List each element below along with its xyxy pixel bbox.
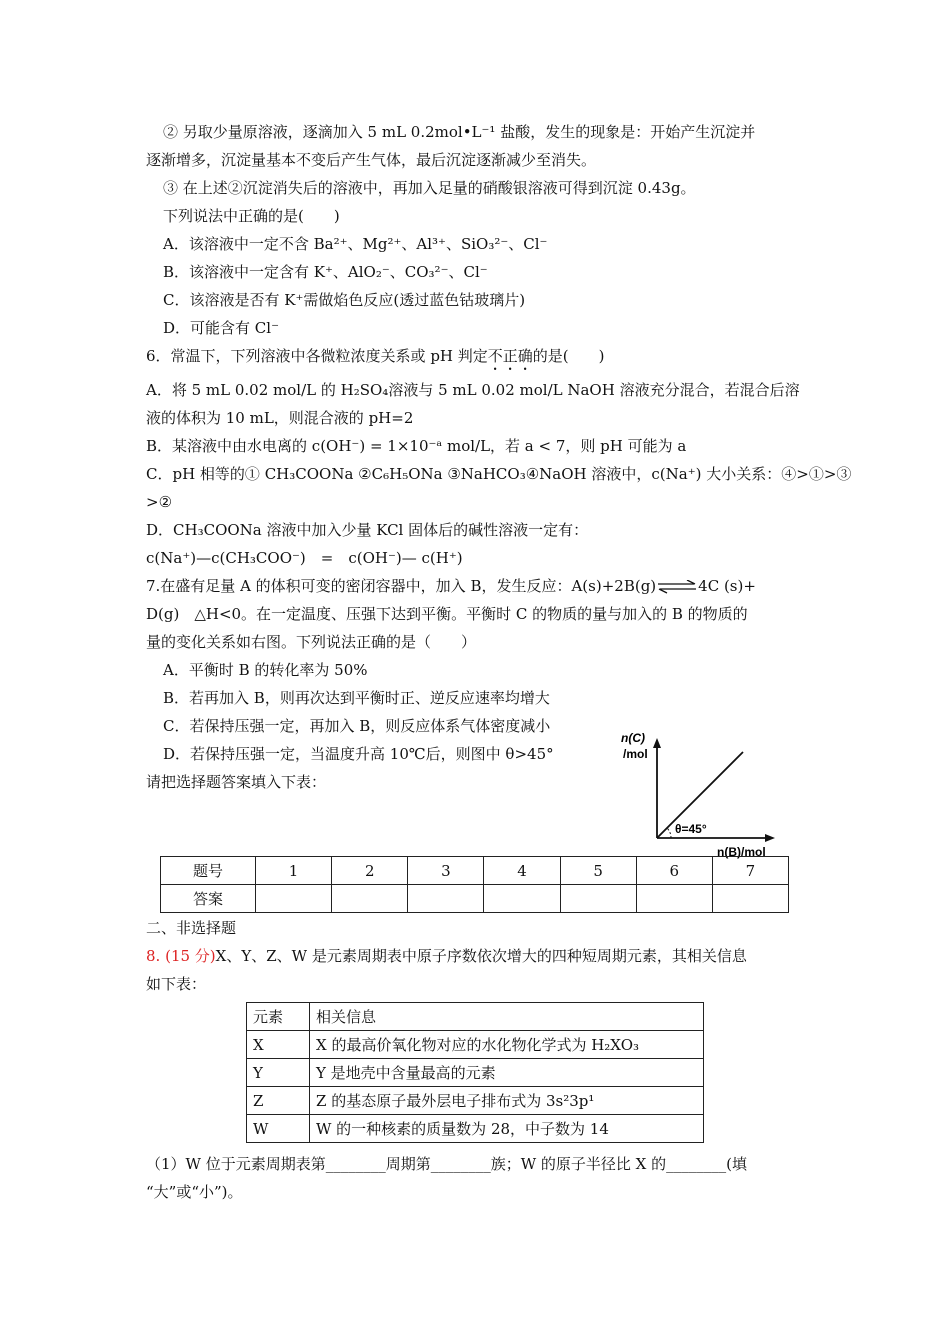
fill-instruction: 请把选择题答案填入下表： bbox=[146, 773, 327, 791]
q6-option-a: A．将 5 mL 0.02 mol/L 的 H₂SO₄溶液与 5 mL 0.02 mol/L NaOH 溶液充分混合，若混合后溶 bbox=[146, 381, 800, 399]
element-symbol: X bbox=[247, 1031, 310, 1059]
q8-stem-text: X、Y、Z、W 是元素周期表中原子序数依次增大的四种短周期元素，其相关信息 bbox=[215, 947, 747, 965]
element-info: Z 的基态原子最外层电子排布式为 3s²3p¹ bbox=[310, 1087, 704, 1115]
answer-cell-7[interactable] bbox=[712, 885, 788, 913]
equilibrium-arrow-icon bbox=[657, 580, 697, 594]
q5-option-c: C．该溶液是否有 K⁺需做焰色反应(透过蓝色钴玻璃片) bbox=[163, 291, 526, 309]
answer-number-3: 3 bbox=[408, 857, 484, 885]
q7-option-b: B．若再加入 B，则再次达到平衡时正、逆反应速率均增大 bbox=[163, 689, 550, 707]
answer-table-header-answer: 答案 bbox=[161, 885, 256, 913]
q8-stem bbox=[146, 946, 747, 966]
element-info: X 的最高价氧化物对应的水化物化学式为 H₂XO₃ bbox=[310, 1031, 704, 1059]
graph-x-arrow-icon bbox=[765, 834, 775, 842]
answer-table-header-number: 题号 bbox=[161, 857, 256, 885]
graph-y-label-top: n(C) bbox=[621, 731, 645, 745]
element-info: Y 是地壳中含量最高的元素 bbox=[310, 1059, 704, 1087]
graph-angle-label: θ=45° bbox=[675, 822, 707, 836]
q6-stem-post: 的是( ) bbox=[532, 347, 605, 365]
element-info-row-z bbox=[247, 1087, 704, 1115]
q7-stem-3: 量的变化关系如右图。下列说法正确的是（ ） bbox=[146, 633, 477, 651]
answer-number-7: 7 bbox=[712, 857, 788, 885]
answer-cell-6[interactable] bbox=[636, 885, 712, 913]
answer-number-1: 1 bbox=[256, 857, 332, 885]
answer-number-6: 6 bbox=[636, 857, 712, 885]
q7-option-c: C．若保持压强一定，再加入 B，则反应体系气体密度减小 bbox=[163, 717, 551, 735]
q5-item-3: ③ 在上述②沉淀消失后的溶液中，再加入足量的硝酸银溶液可得到沉淀 0.43g。 bbox=[163, 179, 696, 197]
answer-cell-2[interactable] bbox=[332, 885, 408, 913]
q5-option-d: D．可能含有 Cl⁻ bbox=[163, 319, 279, 337]
q6-stem-emphasis: 不正确 bbox=[487, 347, 533, 365]
element-info: W 的一种核素的质量数为 28，中子数为 14 bbox=[310, 1115, 704, 1143]
graph-y-label-bottom: /mol bbox=[623, 747, 648, 761]
q6-option-b: B．某溶液中由水电离的 c(OH⁻) = 1×10⁻ᵃ mol/L，若 a < 7，则 pH 可能为 a bbox=[146, 437, 687, 455]
answer-cell-1[interactable] bbox=[256, 885, 332, 913]
q7-graph bbox=[615, 730, 785, 860]
q7-stem bbox=[146, 576, 756, 596]
q5-stem: 下列说法中正确的是( ) bbox=[163, 207, 340, 225]
element-info-row-w bbox=[247, 1115, 704, 1143]
q5-option-a: A．该溶液中一定不含 Ba²⁺、Mg²⁺、Al³⁺、SiO₃²⁻、Cl⁻ bbox=[163, 235, 548, 253]
answer-number-5: 5 bbox=[560, 857, 636, 885]
q8-sub-question-1: （1）W 位于元素周期表第________周期第________族；W 的原子半径比 X 的________(填 bbox=[146, 1155, 747, 1173]
element-info-table bbox=[246, 1002, 704, 1143]
q7-stem-pre: 7.在盛有足量 A 的体积可变的密闭容器中，加入 B，发生反应：A(s)+2B(g) bbox=[146, 577, 657, 595]
q7-stem-2: D(g) △H<0。在一定温度、压强下达到平衡。平衡时 C 的物质的量与加入的 B 的物质的 bbox=[146, 605, 748, 623]
element-info-row-x bbox=[247, 1031, 704, 1059]
q6-option-c: C．pH 相等的① CH₃COONa ②C₆H₅ONa ③NaHCO₃④NaOH 溶液中，c(Na⁺) 大小关系：④>①>③ bbox=[146, 465, 852, 483]
answer-cell-3[interactable] bbox=[408, 885, 484, 913]
answer-number-4: 4 bbox=[484, 857, 560, 885]
q5-item-2-cont: 逐渐增多，沉淀量基本不变后产生气体，最后沉淀逐渐减少至消失。 bbox=[146, 151, 597, 169]
section-2-heading: 二、非选择题 bbox=[146, 919, 237, 937]
q6-option-a-cont: 液的体积为 10 mL，则混合液的 pH=2 bbox=[146, 409, 414, 427]
answer-cell-5[interactable] bbox=[560, 885, 636, 913]
q7-stem-post: 4C (s)+ bbox=[698, 577, 756, 595]
answer-cell-4[interactable] bbox=[484, 885, 560, 913]
element-info-row-y bbox=[247, 1059, 704, 1087]
q7-option-d: D．若保持压强一定，当温度升高 10℃后，则图中 θ>45° bbox=[163, 745, 554, 763]
element-symbol: W bbox=[247, 1115, 310, 1143]
q6-option-c-cont: >② bbox=[146, 493, 173, 511]
answer-number-2: 2 bbox=[332, 857, 408, 885]
q8-stem-cont: 如下表： bbox=[146, 975, 207, 993]
element-symbol: Y bbox=[247, 1059, 310, 1087]
element-info-header-element: 元素 bbox=[247, 1003, 310, 1031]
q8-sub-question-1-cont: “大”或“小”)。 bbox=[146, 1183, 243, 1201]
answer-table bbox=[160, 856, 789, 913]
q6-stem bbox=[146, 346, 605, 374]
q6-stem-pre: 6．常温下，下列溶液中各微粒浓度关系或 pH 判定 bbox=[146, 347, 488, 365]
q6-option-d: D．CH₃COONa 溶液中加入少量 KCl 固体后的碱性溶液一定有： bbox=[146, 521, 589, 539]
q5-option-b: B．该溶液中一定含有 K⁺、AlO₂⁻、CO₃²⁻、Cl⁻ bbox=[163, 263, 488, 281]
q6-option-d-cont: c(Na⁺)—c(CH₃COO⁻) = c(OH⁻)— c(H⁺) bbox=[146, 549, 463, 567]
answer-table-row-numbers bbox=[161, 857, 789, 885]
q8-number: 8. bbox=[146, 947, 161, 965]
element-info-header-info: 相关信息 bbox=[310, 1003, 704, 1031]
element-symbol: Z bbox=[247, 1087, 310, 1115]
element-info-header-row bbox=[247, 1003, 704, 1031]
graph-x-label: n(B)/mol bbox=[717, 845, 766, 859]
q8-score: (15 分) bbox=[165, 947, 216, 965]
answer-table-row-answers bbox=[161, 885, 789, 913]
graph-angle-arc bbox=[667, 828, 671, 838]
q7-option-a: A．平衡时 B 的转化率为 50% bbox=[163, 661, 368, 679]
q5-item-2: ② 另取少量原溶液，逐滴加入 5 mL 0.2mol•L⁻¹ 盐酸，发生的现象是：开始产生沉淀并 bbox=[163, 123, 756, 141]
graph-y-arrow-icon bbox=[653, 738, 661, 748]
